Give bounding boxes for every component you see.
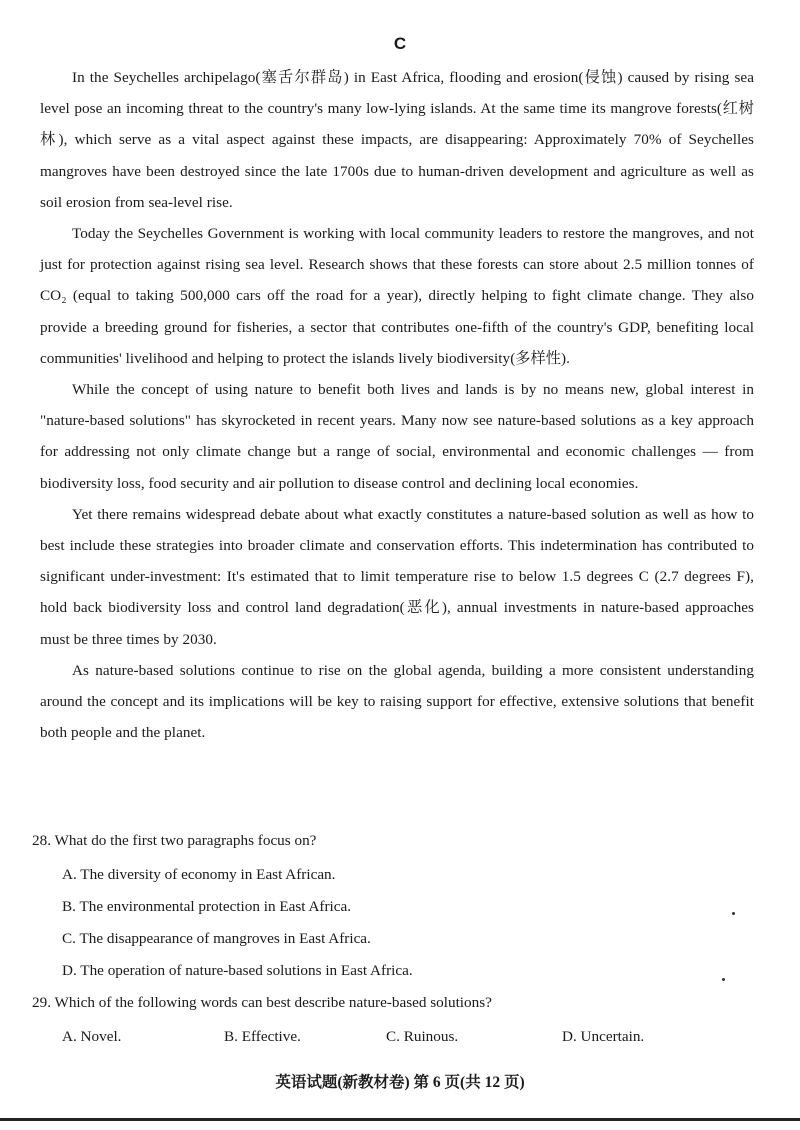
question-29-option-b: B. Effective. bbox=[224, 1028, 301, 1045]
question-29-options bbox=[62, 1021, 762, 1053]
paragraph-4: Yet there remains widespread debate about what exactly constitutes a nature-based solution as well as how to best include these strategies into broader climate and conservation efforts. This indetermination has contributed to significant under-investment: It's estimated that to limit temperature rise to below 1.5 degrees C (2.7 degrees F), hold back biodiversity loss and control land degradation(恶化), annual investments in nature-based approaches must be three times by 2030. bbox=[40, 505, 754, 648]
question-29-option-a: A. Novel. bbox=[62, 1028, 122, 1045]
question-28-option-b: B. The environmental protection in East Africa. bbox=[62, 898, 352, 915]
question-28-option-d: D. The operation of nature-based solutions in East Africa. bbox=[62, 962, 413, 979]
question-block bbox=[32, 825, 762, 1053]
page-footer: 英语试题(新教材卷) 第 6 页(共 12 页) bbox=[275, 1074, 525, 1091]
paragraph-2: Today the Seychelles Government is working with local community leaders to restore the mangroves, and not just for protection against rising sea level. Research shows that these forests can store about 2.5 million tonnes of CO₂ (equal to taking 500,000 cars off the road for a year), directly helping to fight climate change. They also provide a breeding ground for fisheries, a sector that contributes one-fifth of the country's GDP, benefiting local communities' livelihood and helping to protect the islands lively biodiversity(多样性). bbox=[40, 225, 754, 367]
question-29-option-d: D. Uncertain. bbox=[562, 1028, 645, 1045]
paragraph-1: In the Seychelles archipelago(塞舌尔群岛) in East Africa, flooding and erosion(侵蚀) caused by rising sea level pose an incoming threat to the country's many low-lying islands. At the same time its mangrove forests(红树林), which serve as a vital aspect against these impacts, are disappearing: Approximately 70% of Seychelles mangroves have been destroyed since the late 1700s due to human-driven development and agriculture as well as soil erosion from sea-level rise. bbox=[40, 69, 754, 211]
scan-speck bbox=[722, 978, 725, 981]
question-29-option-c: C. Ruinous. bbox=[386, 1028, 459, 1045]
question-29-stem: 29. Which of the following words can best describe nature-based solutions? bbox=[32, 994, 492, 1011]
reading-passage bbox=[40, 62, 754, 748]
question-28-option-a: A. The diversity of economy in East African. bbox=[62, 866, 336, 883]
section-letter: C bbox=[393, 34, 407, 53]
question-28-stem: 28. What do the first two paragraphs focus on? bbox=[32, 832, 317, 849]
scan-speck bbox=[732, 912, 735, 915]
paragraph-5: As nature-based solutions continue to rise on the global agenda, building a more consistent understanding around the concept and its implications will be key to raising support for effective, extensive solutions that benefit both people and the planet. bbox=[40, 661, 754, 742]
bottom-rule bbox=[0, 1118, 800, 1121]
paragraph-3: While the concept of using nature to benefit both lives and lands is by no means new, global interest in "nature-based solutions" has skyrocketed in recent years. Many now see nature-based solutions as a key approach for addressing not only climate change but a range of social, environmental and economic challenges — from biodiversity loss, food security and air pollution to disease control and declining local economies. bbox=[40, 381, 754, 492]
question-28-option-c: C. The disappearance of mangroves in East Africa. bbox=[62, 930, 371, 947]
